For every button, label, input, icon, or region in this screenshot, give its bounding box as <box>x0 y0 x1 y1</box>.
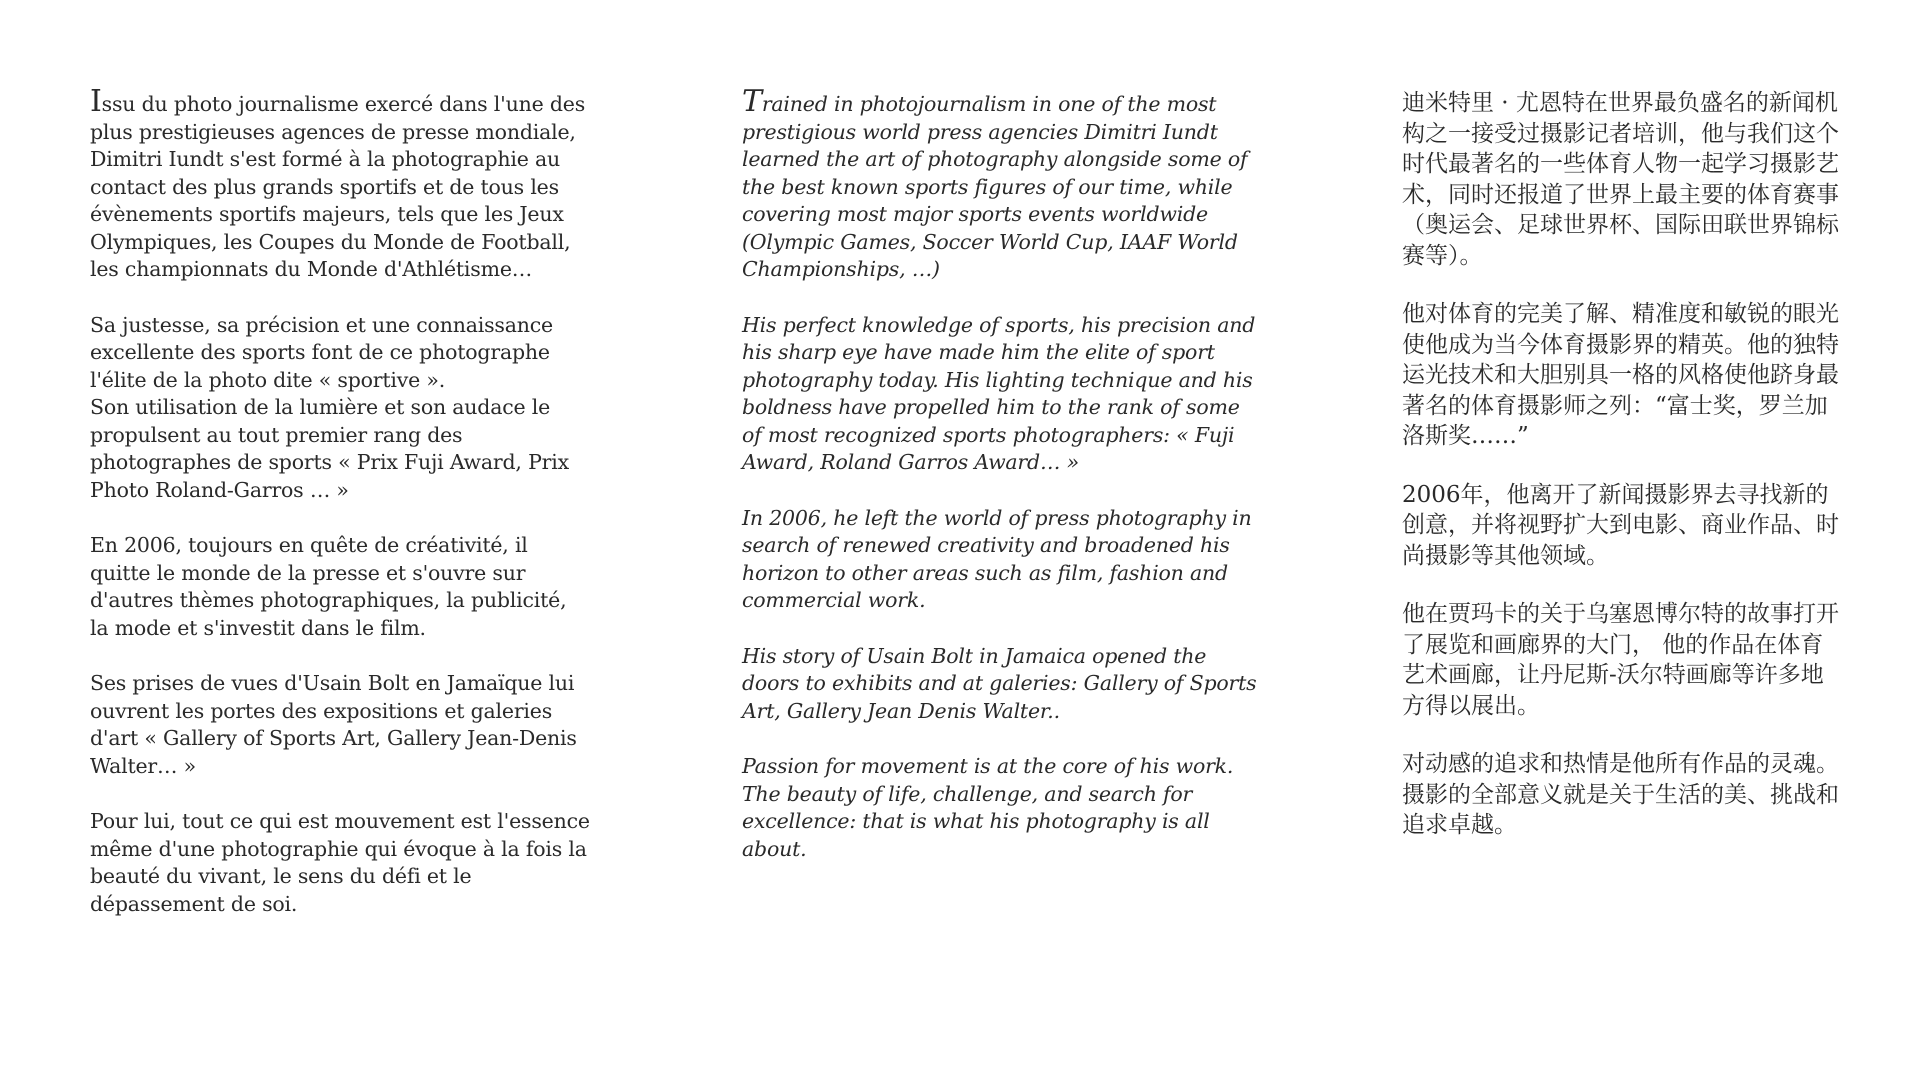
english-paragraph-5: Passion for movement is at the core of his work. The beauty of life, challenge, and search for excellence: that is what his photography is all about. <box>742 754 1234 861</box>
english-paragraph-2: His perfect knowledge of sports, his precision and his sharp eye have made him the elite of sport photography today. His lighting technique and his boldness have propelled him to the rank of some of most recognized sports photographers: « Fuji Award, Roland Garros Award… » <box>742 312 1256 474</box>
english-paragraph-1-text: rained in photojournalism in one of the most prestigious world press agencies Dimitri Iundt learned the art of photography alongside some of the best known sports figures of our time, while covering most major sports events worldwide (Olympic Games, Soccer World Cup, IAAF World Championships, …) <box>742 92 1248 281</box>
chinese-paragraph-1: 迪米特里 · 尤恩特在世界最负盛名的新闻机构之一接受过摄影记者培训，他与我们这个时代最著名的一些体育人物一起学习摄影艺术，同时还报道了世界上最主要的体育赛事（奥运会、足球世界杯、国际田联世界锦标赛等）。 <box>1402 90 1839 269</box>
french-drop-cap: I <box>90 84 102 119</box>
english-paragraph-4: His story of Usain Bolt in Jamaica opened the doors to exhibits and at galeries: Gallery of Sports Art, Gallery Jean Denis Walter.. <box>742 643 1257 723</box>
french-paragraph-5: Pour lui, tout ce qui est mouvement est l'essence même d'une photographie qui évoque à la fois la beauté du vivant, le sens du défi et le dépassement de soi. <box>90 809 590 916</box>
chinese-paragraph-4: 他在贾玛卡的关于乌塞恩博尔特的故事打开了展览和画廊界的大门， 他的作品在体育艺术画廊，让丹尼斯-沃尔特画廊等许多地方得以展出。 <box>1402 601 1839 719</box>
english-drop-cap: T <box>742 84 762 119</box>
chinese-text-column <box>1402 88 1842 869</box>
french-paragraph-4: Ses prises de vues d'Usain Bolt en Jamaïque lui ouvrent les portes des expositions et galeries d'art « Gallery of Sports Art, Gallery Jean-Denis Walter… » <box>90 671 577 778</box>
chinese-paragraph-5: 对动感的追求和热情是他所有作品的灵魂。摄影的全部意义就是关于生活的美、挑战和追求卓越。 <box>1402 751 1839 838</box>
french-paragraph-2 <box>90 312 590 505</box>
french-paragraph-2-text-a: Sa justesse, sa précision et une connaissance excellente des sports font de ce photographe l'élite de la photo dite « sportive ». <box>90 312 553 392</box>
chinese-paragraph-2: 他对体育的完美了解、精准度和敏锐的眼光使他成为当今体育摄影界的精英。他的独特运光技术和大胆别具一格的风格使他跻身最著名的体育摄影师之列：“富士奖，罗兰加洛斯奖……” <box>1402 301 1839 449</box>
english-paragraph-1 <box>742 84 1262 284</box>
chinese-paragraph-3: 2006年，他离开了新闻摄影界去寻找新的创意，并将视野扩大到电影、商业作品、时尚摄影等其他领域。 <box>1402 481 1839 569</box>
french-paragraph-3: En 2006, toujours en quête de créativité, il quitte le monde de la presse et s'ouvre sur d'autres thèmes photographiques, la publicité, la mode et s'investit dans le film. <box>90 533 567 640</box>
english-paragraph-3: In 2006, he left the world of press photography in search of renewed creativity and broadened his horizon to other areas such as film, fashion and commercial work. <box>742 505 1252 612</box>
french-paragraph-2-text-b: Son utilisation de la lumière et son audace le propulsent au tout premier rang des photographes de sports « Prix Fuji Award, Prix Photo Roland-Garros … » <box>90 395 569 502</box>
english-text-column <box>742 84 1262 891</box>
french-paragraph-1-text: ssu du photo journalisme exercé dans l'une des plus prestigieuses agences de presse mondiale, Dimitri Iundt s'est formé à la photographie au contact des plus grands sportifs et de tous les évènements sportifs majeurs, tels que les Jeux Olympiques, les Coupes du Monde de Football, les championnats du Monde d'Athlétisme… <box>90 92 586 281</box>
french-text-column <box>90 84 590 946</box>
french-paragraph-1 <box>90 84 590 284</box>
